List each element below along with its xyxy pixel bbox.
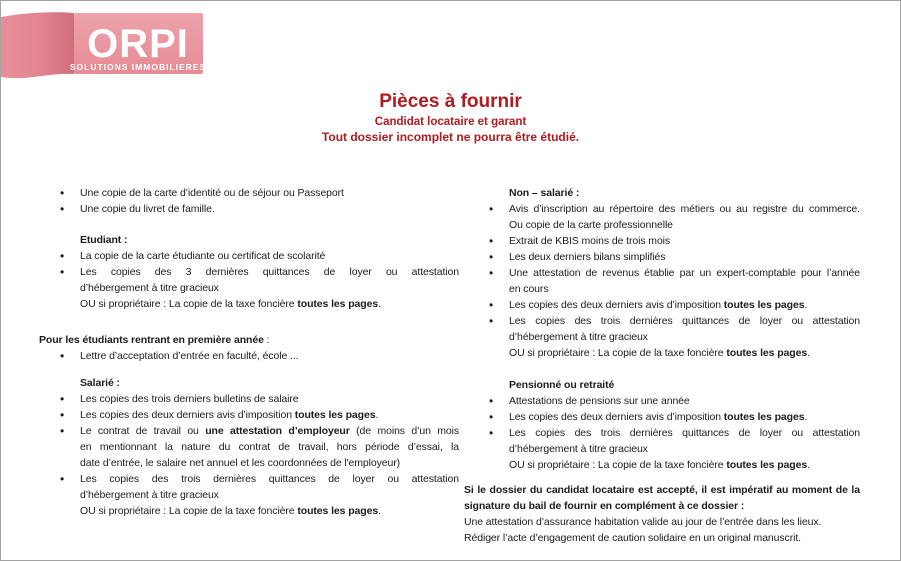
bullet-icon [489, 265, 493, 282]
footer-line: signature du bail de fournir en complément à ce dossier : [464, 500, 745, 512]
footer-line: Rédiger l’acte d’engagement de caution solidaire en un original manuscrit. [464, 532, 801, 544]
pensionne-list [464, 393, 860, 473]
item-line: Le contrat de travail ou une attestation d’employeur (de moins d’un mois [80, 425, 460, 437]
bullet-icon [60, 407, 64, 424]
item-line: Les copies des deux derniers avis d’imposition toutes les pages. [509, 299, 808, 311]
bullet-icon [60, 423, 64, 440]
list-item [39, 248, 459, 264]
document-header [1, 91, 900, 144]
bullet-icon [489, 425, 493, 442]
bullet-icon [489, 297, 493, 314]
item-line: La copie de la carte étudiante ou certificat de scolarité [80, 250, 326, 262]
item-line: Les deux derniers bilans simplifiés [509, 251, 666, 263]
footer-line: Si le dossier du candidat locataire est accepté, il est impératif au moment de la [464, 484, 860, 496]
list-item [464, 313, 860, 361]
section-heading-salarie: Salarié : [80, 377, 120, 389]
list-item [39, 471, 459, 519]
item-line: Les copies des deux derniers avis d’imposition toutes les pages. [509, 411, 808, 423]
left-column [39, 185, 459, 519]
item-line: date d’entrée, le salaire net annuel et les coordonnées de l'employeur) [80, 457, 401, 469]
section-heading-pensionne: Pensionné ou retraité [509, 379, 615, 391]
subtitle-audience: Candidat locataire et garant [374, 116, 527, 128]
item-line: OU si propriétaire : La copie de la taxe foncière toutes les pages. [80, 505, 381, 517]
list-item [39, 391, 459, 407]
list-item [39, 423, 459, 471]
item-line: en mentionnant la nature du contrat de travail, hors période d’essai, la [80, 441, 459, 453]
bullet-icon [489, 393, 493, 410]
item-line: d’hébergement à titre gracieux [509, 443, 648, 455]
item-line: Une copie du livret de famille. [80, 203, 215, 215]
item-line: en cours [509, 283, 549, 295]
intro-list [39, 185, 459, 217]
item-line: Attestations de pensions sur une année [509, 395, 690, 407]
bullet-icon [60, 264, 64, 281]
tagline-text: SOLUTIONS IMMOBILIERES [69, 62, 207, 72]
item-line: Les copies des trois dernières quittances de loyer ou attestation [509, 315, 860, 327]
footer-line: Une attestation d’assurance habitation valide au jour de l’entrée dans les lieux. [464, 516, 822, 528]
bullet-icon [60, 185, 64, 202]
premiere-annee-list [39, 348, 459, 364]
item-line: Les copies des trois derniers bulletins de salaire [80, 393, 299, 405]
bullet-icon [489, 409, 493, 426]
bullet-icon [489, 201, 493, 218]
item-line: Les copies des trois dernières quittances de loyer ou attestation [80, 473, 459, 485]
item-line: Une copie de la carte d’identité ou de séjour ou Passeport [80, 187, 344, 199]
list-item [464, 249, 860, 265]
etudiant-list [39, 248, 459, 312]
item-line: Ou copie de la carte professionnelle [509, 219, 673, 231]
list-item [464, 297, 860, 313]
bullet-icon [489, 313, 493, 330]
list-item [39, 201, 459, 217]
page-title: Pièces à fournir [379, 91, 522, 112]
item-line: d’hébergement à titre gracieux [509, 331, 648, 343]
bullet-icon [60, 471, 64, 488]
subtitle-warning: Tout dossier incomplet ne pourra être étudié. [321, 130, 580, 144]
item-line: Les copies des 3 dernières quittances de loyer ou attestation [80, 266, 459, 278]
item-line: d’hébergement à titre gracieux [80, 489, 219, 501]
bullet-icon [60, 391, 64, 408]
right-column [464, 185, 860, 546]
list-item [464, 233, 860, 249]
item-line: d’hébergement à titre gracieux [80, 282, 219, 294]
item-line: Les copies des trois dernières quittances de loyer ou attestation [509, 427, 860, 439]
bullet-icon [60, 201, 64, 218]
item-line: OU si propriétaire : La copie de la taxe foncière toutes les pages. [509, 459, 810, 471]
bullet-icon [60, 348, 64, 365]
list-item [39, 348, 459, 364]
list-item [464, 425, 860, 473]
bullet-icon [489, 233, 493, 250]
item-line: OU si propriétaire : La copie de la taxe foncière toutes les pages. [509, 347, 810, 359]
list-item [464, 265, 860, 297]
item-line: Avis d’inscription au répertoire des métiers ou au registre du commerce. [509, 203, 860, 215]
section-heading-etudiant: Etudiant : [80, 234, 128, 246]
list-item [464, 393, 860, 409]
logo-ribbon-tail [1, 12, 74, 78]
list-item [39, 407, 459, 423]
section-heading-non-salarie: Non – salarié : [509, 187, 580, 199]
item-line: Une attestation de revenus établie par un expert-comptable pour l’année [509, 267, 860, 279]
item-line: Extrait de KBIS moins de trois mois [509, 235, 671, 247]
orpi-logo [1, 9, 211, 89]
list-item [464, 409, 860, 425]
list-item [39, 264, 459, 312]
bullet-icon [60, 248, 64, 265]
salarie-list [39, 391, 459, 519]
footer-note [464, 482, 860, 546]
non-salarie-list [464, 201, 860, 361]
bullet-icon [489, 249, 493, 266]
list-item [39, 185, 459, 201]
list-item [464, 201, 860, 233]
item-line: Lettre d’acceptation d’entrée en faculté, école ... [80, 350, 299, 362]
section-heading-premiere-annee: Pour les étudiants rentrant en première année : [39, 334, 270, 346]
brand-text: ORPI [87, 22, 189, 66]
item-line: OU si propriétaire : La copie de la taxe foncière toutes les pages. [80, 298, 381, 310]
item-line: Les copies des deux derniers avis d’imposition toutes les pages. [80, 409, 379, 421]
